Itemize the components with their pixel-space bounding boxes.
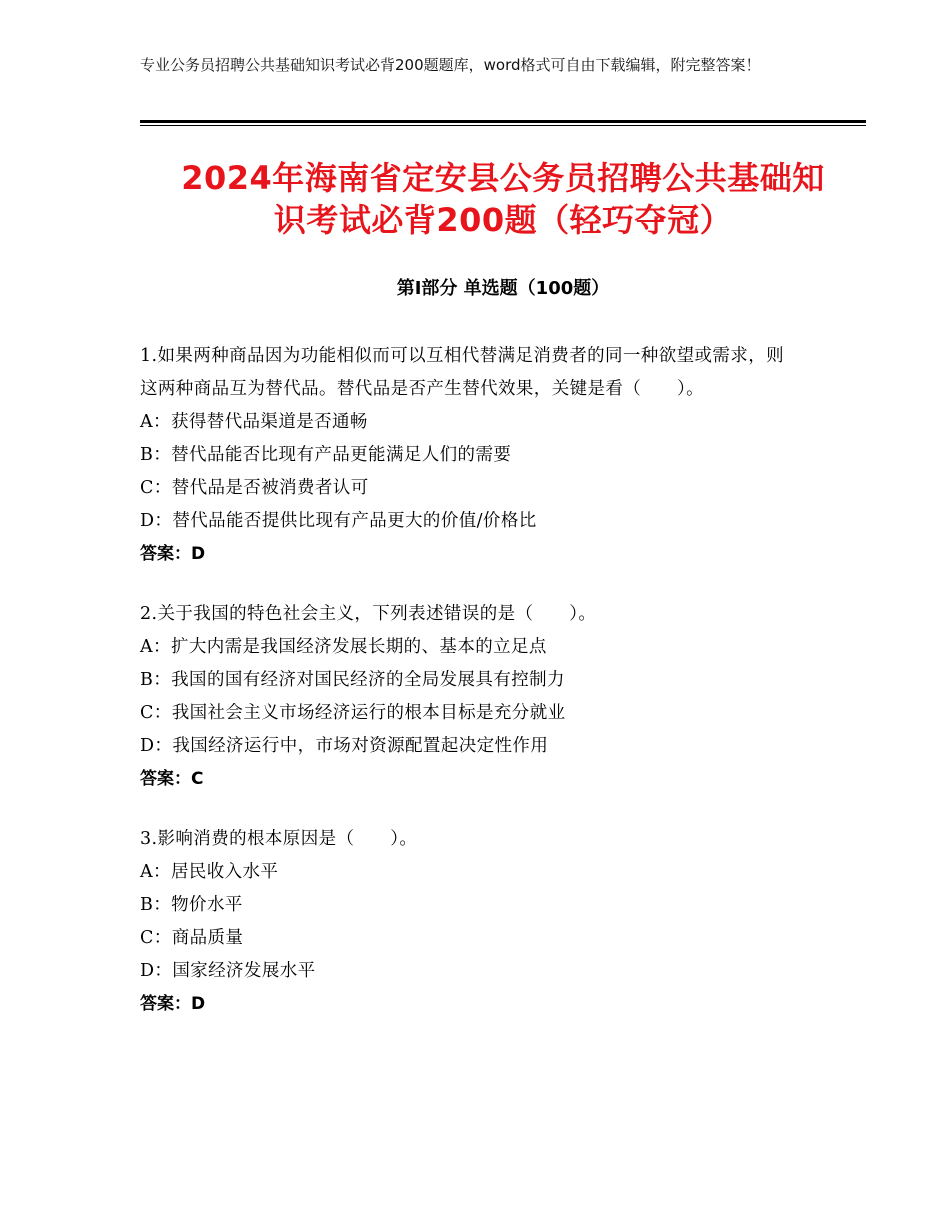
option-c: C：我国社会主义市场经济运行的根本目标是充分就业 [140, 703, 566, 723]
option-d: D：国家经济发展水平 [140, 961, 316, 981]
header-rule-thick [140, 120, 866, 123]
option-c: C：替代品是否被消费者认可 [140, 478, 369, 498]
option-b: B：物价水平 [140, 895, 243, 915]
header-note: 专业公务员招聘公共基础知识考试必背200题题库，word格式可自由下载编辑，附完整答案！ [140, 56, 761, 74]
question-3 [140, 823, 800, 1021]
option-b: B：替代品能否比现有产品更能满足人们的需要 [140, 445, 512, 465]
option-b: B：我国的国有经济对国民经济的全局发展具有控制力 [140, 670, 565, 690]
answer: 答案：D [140, 994, 206, 1014]
option-c: C：商品质量 [140, 928, 244, 948]
answer: 答案：D [140, 544, 206, 564]
answer: 答案：C [140, 769, 204, 789]
question-list [140, 340, 800, 1048]
document-title-line-1: 2024年海南省定安县公务员招聘公共基础知 [181, 159, 825, 197]
option-d: D：我国经济运行中，市场对资源配置起决定性作用 [140, 736, 549, 756]
question-stem: 2.关于我国的特色社会主义，下列表述错误的是（ ）。 [140, 604, 597, 624]
option-d: D：替代品能否提供比现有产品更大的价值/价格比 [140, 511, 537, 531]
document-title-line-2: 识考试必背200题（轻巧夺冠） [273, 201, 733, 239]
question-1 [140, 340, 800, 571]
section-title: 第Ⅰ部分 单选题（100题） [396, 278, 610, 299]
question-stem: 1.如果两种商品因为功能相似而可以互相代替满足消费者的同一种欲望或需求，则这两种商品互为替代品。替代品是否产生替代效果，关键是看（ ）。 [140, 346, 784, 399]
option-a: A：扩大内需是我国经济发展长期的、基本的立足点 [140, 637, 547, 657]
question-stem: 3.影响消费的根本原因是（ ）。 [140, 829, 418, 849]
option-a: A：居民收入水平 [140, 862, 279, 882]
question-2 [140, 598, 800, 796]
header-rule-thin [140, 125, 866, 126]
option-a: A：获得替代品渠道是否通畅 [140, 412, 368, 432]
document-title [140, 157, 866, 241]
